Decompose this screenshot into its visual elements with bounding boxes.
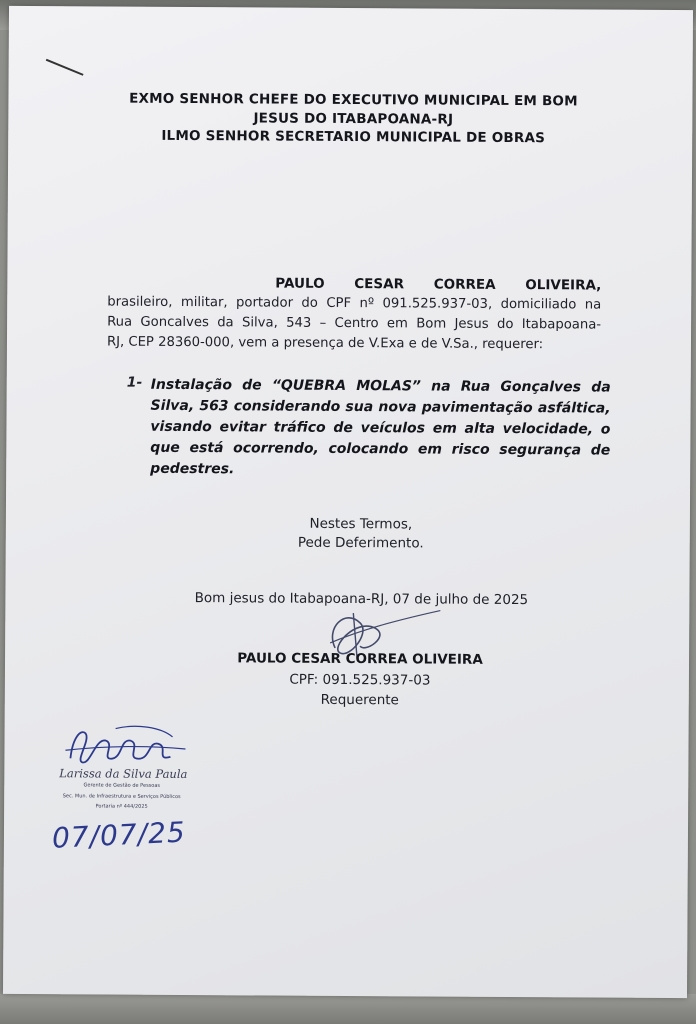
closing-line-2: Pede Deferimento. [297,534,424,552]
stamp-name: Larissa da Silva Paula [59,766,188,782]
stamp-line-3: Portaria nº 444/2025 [95,803,148,810]
pen-mark [46,59,84,76]
intro-line: RJ, CEP 28360-000, vem a presença de V.Exa e de V.Sa., requerer: [106,334,544,353]
request-line: que está ocorrendo, colocando em risco segurança de [150,439,611,459]
request-line: Silva, 563 considerando sua nova pavimentação asfáltica, [150,397,611,417]
stamp-line-2: Sec. Mun. de Infraestrutura e Serviços Públicos [62,793,181,800]
applicant-name-word: PAULO [275,275,325,292]
document-page [3,6,693,998]
applicant-name-word: CESAR [354,276,405,293]
request-line: visando evitar tráfico de veículos em alta velocidade, o [150,418,611,438]
heading-line-3: ILMO SENHOR SECRETARIO MUNICIPAL DE OBRAS [161,127,546,147]
intro-line: brasileiro, militar, portador do CPF nº 091.525.937-03, domiciliado na [107,294,602,313]
request-item [150,375,611,483]
heading-line-2: JESUS DO ITABAPOANA-RJ [253,110,454,128]
applicant-name-word: OLIVEIRA, [525,277,602,294]
signature-name: PAULO CESAR CORREA OLIVEIRA [237,650,483,668]
closing-line-1: Nestes Termos, [309,515,413,533]
stamp-line-1: Gerente de Gestão de Pessoas [83,782,161,789]
applicant-intro [107,293,601,356]
place-date: Bom jesus do Itabapoana-RJ, 07 de julho de 2025 [194,590,529,609]
request-number: 1- [126,374,143,391]
applicant-name-word: CORREA [433,276,496,293]
signature-role: Requerente [320,691,399,709]
handwritten-date: 07/07/25 [51,815,187,855]
applicant-name [275,276,601,294]
signature-cpf: CPF: 091.525.937-03 [289,671,431,689]
intro-line: Rua Goncalves da Silva, 543 – Centro em Bom Jesus do Itabapoana- [107,314,602,333]
request-line: Instalação de “QUEBRA MOLAS” na Rua Gonçalves da [150,376,611,396]
heading-line-1: EXMO SENHOR CHEFE DO EXECUTIVO MUNICIPAL EM BOM [129,90,578,110]
request-line: pedestres. [150,460,235,478]
background-bottom [0,994,696,1024]
